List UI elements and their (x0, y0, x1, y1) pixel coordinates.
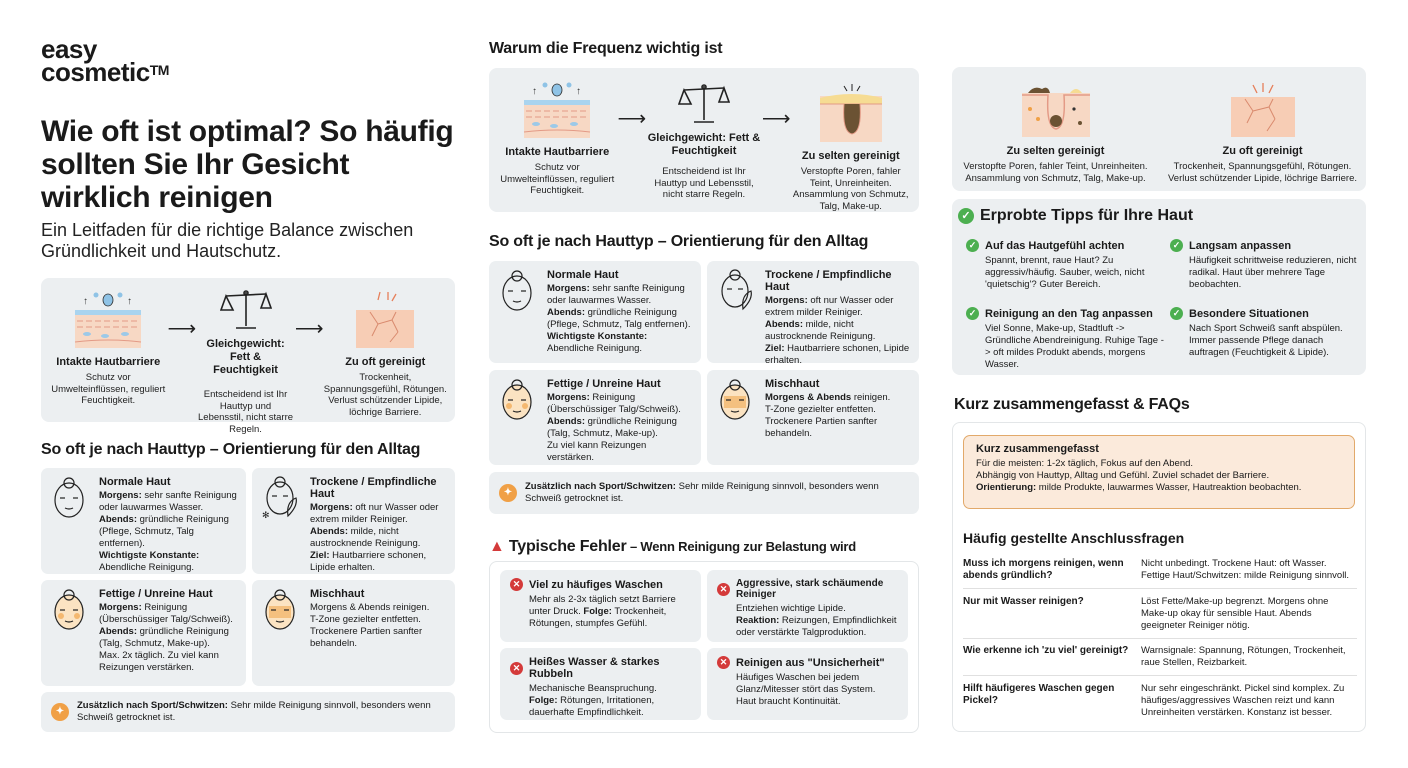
check-icon: ✓ (1170, 239, 1183, 252)
skin-card-oily: Fettige / Unreine Haut Morgens: Reinigung (Überschüssiger Talg/Schweiß). Abends: gründliche Reinigung (Talg, Schmutz, Make-up). Zu viel kann Reizungen verstärken. (489, 370, 701, 465)
skin-barrier-icon (73, 288, 143, 350)
sport-icon: ✦ (499, 484, 517, 502)
clogged-pore-icon (816, 78, 886, 144)
svg-text:↑: ↑ (83, 296, 89, 307)
skin-card-oily: Fettige / Unreine Haut Morgens: Reinigung (Überschüssiger Talg/Schweiß). Abends: gründliche Reinigung (Talg, Schmutz, Make-up). Max. 2x täglich. Zu viel kann Reizungen verstärken. (41, 580, 246, 686)
section-title-skin-types-2: So oft je nach Hauttyp – Orientierung für den Alltag (489, 233, 869, 250)
arrow-right-icon: ⟶ (294, 318, 324, 340)
section-title-errors: ▲ Typische Fehler – Wenn Reinigung zur Belastung wird (489, 538, 856, 555)
skin-card-normal: Normale Haut Morgens: sehr sanfte Reinigung oder lauwarmes Wasser. Abends: gründliche Reinigung (Pflege, Schmutz, Talg entfernen). Wichtigste Konstante: Abendliche Reinigung. (41, 468, 246, 574)
warning-icon: ▲ (489, 538, 505, 555)
section-title-summary: Kurz zusammengefasst & FAQs (954, 396, 1190, 413)
section-title-frequency: Warum die Frequenz wichtig ist (489, 40, 723, 57)
trademark: TM (149, 62, 169, 78)
error-x-icon: ✕ (510, 578, 523, 591)
sport-note: ✦ Zusätzlich nach Sport/Schwitzen: Sehr milde Reinigung sinnvoll, besonders wenn Schweiß getrocknet ist. (41, 692, 455, 732)
balance-scale-icon (220, 288, 272, 332)
page-subtitle: Ein Leitfaden für die richtige Balance zwischen Gründlichkeit und Hautschutz. (41, 220, 414, 261)
skin-card-combination: Mischhaut Morgens & Abends reinigen. T-Zone gezielter entfetten. Trockenere Partien sanfter behandeln. (252, 580, 455, 686)
tips-panel (952, 199, 1366, 375)
cracked-skin-icon (1227, 79, 1299, 139)
face-combination-icon (715, 378, 757, 457)
section-title-skin-types: So oft je nach Hauttyp – Orientierung für den Alltag (41, 441, 421, 458)
check-icon: ✓ (966, 239, 979, 252)
arrow-right-icon: ⟶ (761, 108, 791, 130)
check-icon: ✓ (958, 208, 974, 224)
flow-step: Gleichgewicht: Fett & Feuchtigkeit Entscheidend ist Ihr Hauttyp und Lebensstil, nicht starre Regeln. (646, 78, 762, 201)
error-card: ✕ Reinigen aus "Unsicherheit" Häufiges Waschen bei jedem Glanz/Mitesser stört das System. Haut braucht Kontinuität. (707, 648, 908, 720)
face-oily-icon (49, 588, 91, 678)
compare-item: Zu selten gereinigt Verstopfte Poren, fahler Teint, Unreinheiten. Ansammlung von Schmutz, Talg, Make-up. (956, 79, 1156, 184)
arrow-right-icon: ⟶ (167, 318, 197, 340)
clogged-pore-icon (1020, 79, 1092, 139)
sport-note: ✦ Zusätzlich nach Sport/Schwitzen: Sehr milde Reinigung sinnvoll, besonders wenn Schweiß getrocknet ist. (489, 472, 919, 514)
check-icon: ✓ (1170, 307, 1183, 320)
summary-box: Kurz zusammengefasst Für die meisten: 1-2x täglich, Fokus auf den Abend. Abhängig von Hauttyp, Alltag und Gefühl. Zuviel schadet der Barriere. Orientierung: milde Produkte, lauwarmes Wasser, Hautreaktion beobachten. (963, 435, 1355, 509)
error-card: ✕ Viel zu häufiges Waschen Mehr als 2-3x täglich setzt Barriere unter Druck. Folge: Trockenheit, Rötungen, stumpfes Gefühl. (500, 570, 701, 642)
page-title: Wie oft ist optimal? So häufig sollten Sie Ihr Gesicht wirklich reinigen (41, 115, 454, 214)
svg-text:↑: ↑ (532, 86, 538, 97)
skin-card-normal: Normale Haut Morgens: sehr sanfte Reinigung oder lauwarmes Wasser. Abends: gründliche Reinigung (Pflege, Schmutz, Talg entfernen). Wichtigste Konstante: Abendliche Reinigung. (489, 261, 701, 363)
skin-card-dry-sensitive: Trockene / Empfindliche Haut Morgens: oft nur Wasser oder extrem milder Reiniger. Abends: milde, nicht austrocknende Reinigung. Ziel: Hautbarriere schonen, Lipide erhalten. (707, 261, 919, 363)
faq-title: Häufig gestellte Anschlussfragen (963, 530, 1185, 546)
balance-scale-icon (678, 78, 730, 126)
flow-step: Zu oft gereinigt Trockenheit, Spannungsgefühl, Rötungen. Verlust schützender Lipide, löchrige Barriere. (324, 288, 447, 418)
arrow-right-icon: ⟶ (617, 108, 647, 130)
check-icon: ✓ (966, 307, 979, 320)
error-x-icon: ✕ (510, 662, 523, 675)
brand-line2: cosmetic (41, 57, 150, 87)
svg-text:↑: ↑ (576, 86, 582, 97)
flow-panel-mid (489, 68, 919, 212)
compare-item: Zu oft gereinigt Trockenheit, Spannungsgefühl, Rötungen. Verlust schützender Lipide, löchrige Barriere. (1163, 79, 1363, 184)
tip-item: ✓ Reinigung an den Tag anpassen Viel Sonne, Make-up, Stadtluft -> Gründliche Abendreinigung. Ruhige Tage -> oft mildes Produkt abends, morgens Wasser. (966, 307, 1166, 371)
error-card: ✕ Aggressive, stark schäumende Reiniger Entziehen wichtige Lipide. Reaktion: Reizungen, Empfindlichkeit oder verstärkte Talgproduktion. (707, 570, 908, 642)
faq-row: Wie erkenne ich 'zu viel' gereinigt? Warnsignale: Spannung, Rötungen, Trockenheit, raue Stellen, Reizbarkeit. (963, 645, 1357, 676)
flow-step: ↑ ↑ Intakte Hautbarriere Schutz vor Umwelteinflüssen, reguliert Feuchtigkeit. (497, 78, 617, 197)
flow-step: Gleichgewicht: Fett & Feuchtigkeit Entscheidend ist Ihr Hauttyp und Lebensstil, nicht starre Regeln. (196, 288, 295, 435)
skin-card-dry-sensitive: ✻ Trockene / Empfindliche Haut Morgens: oft nur Wasser oder extrem milder Reiniger. Abends: milde, nicht austrocknende Reinigung. Ziel: Hautbarriere schonen, Lipide erhalten. (252, 468, 455, 574)
flow-panel-left (41, 278, 455, 435)
error-x-icon: ✕ (717, 583, 730, 596)
faq-row: Nur mit Wasser reinigen? Löst Fette/Make-up begrenzt. Morgens ohne Make-up okay für sensible Haut. Abends geeigneter Reiniger nötig. (963, 596, 1357, 639)
skin-barrier-icon (522, 78, 592, 140)
face-leaf-icon (715, 269, 757, 355)
error-x-icon: ✕ (717, 656, 730, 669)
brand-line1: easy (41, 34, 97, 64)
faq-row: Hilft häufigeres Waschen gegen Pickel? Nur sehr eingeschränkt. Pickel sind komplex. Zu häufiges/aggressives Waschen reizt und kann Unreinheiten verstärken. Konstanz ist besser. (963, 683, 1345, 718)
flow-step: ↑ ↑ Intakte Hautbarriere Schutz vor Umwelteinflüssen, reguliert Feuchtigkeit. (49, 288, 167, 407)
flow-step: Zu selten gereinigt Verstopfte Poren, fahler Teint, Unreinheiten. Ansammlung von Schmutz, Talg, Make-up. (791, 78, 911, 212)
sport-icon: ✦ (51, 703, 69, 721)
svg-text:↑: ↑ (127, 296, 133, 307)
skin-card-combination: Mischhaut Morgens & Abends reinigen. T-Zone gezielter entfetten. Trockenere Partien sanfter behandeln. (707, 370, 919, 465)
tip-item: ✓ Langsam anpassen Häufigkeit schrittweise reduzieren, nicht radikal. Haut über mehrere Tage beobachten. (1170, 239, 1360, 291)
cracked-skin-icon (350, 288, 420, 350)
face-icon (49, 476, 91, 566)
face-icon (497, 269, 539, 355)
face-leaf-icon (260, 476, 302, 566)
svg-text:✻: ✻ (262, 510, 270, 520)
compare-panel (952, 67, 1366, 191)
tips-title: Erprobte Tipps für Ihre Haut (980, 207, 1194, 224)
tip-item: ✓ Besondere Situationen Nach Sport Schweiß sanft abspülen. Immer passende Pflege danach auftragen (Feuchtigkeit & Lipide). (1170, 307, 1360, 359)
brand-logo (41, 34, 169, 87)
faq-row: Muss ich morgens reinigen, wenn abends gründlich? Nicht unbedingt. Trockene Haut: oft Wasser. Fettige Haut/Schwitzen: milde Reinigung sinnvoll. (963, 558, 1357, 589)
error-card: ✕ Heißes Wasser & starkes Rubbeln Mechanische Beanspruchung. Folge: Rötungen, Irritationen, dauerhafte Empfindlichkeit. (500, 648, 701, 720)
face-oily-icon (497, 378, 539, 457)
tip-item: ✓ Auf das Hautgefühl achten Spannt, brennt, raue Haut? Zu aggressiv/häufig. Sauber, weich, nicht 'quietschig'? Guter Bereich. (966, 239, 1166, 291)
face-combination-icon (260, 588, 302, 678)
